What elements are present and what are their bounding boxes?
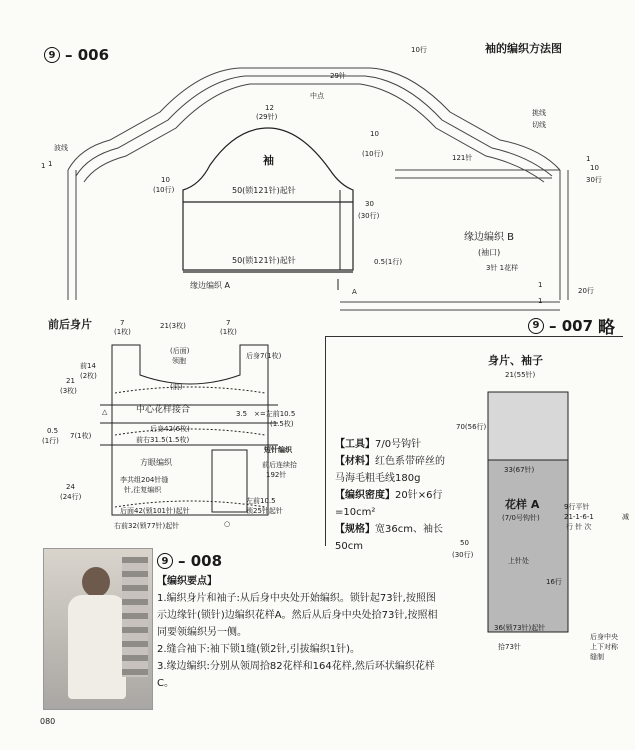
decrease-mark: 减 xyxy=(622,513,629,521)
material-value: 红色系带碎丝的马海毛粗毛线180g xyxy=(335,456,445,484)
density-label: 【编织密度】 xyxy=(335,490,395,501)
model-photo xyxy=(43,548,153,710)
h24: 24 xyxy=(66,483,75,491)
spec-block xyxy=(335,436,453,555)
tool-value: 7/0号钩针 xyxy=(375,439,422,450)
height-21-units: (3枚) xyxy=(60,387,77,395)
h24-rows: (24行) xyxy=(60,493,82,501)
front-right-315: 前右31.5(1.5枚) xyxy=(136,436,190,444)
rows-10-right: 10 xyxy=(590,164,599,172)
section-008-title xyxy=(157,552,222,570)
one-label: 1 xyxy=(41,162,46,170)
row-1-label: 1 xyxy=(48,160,53,168)
w7-right-units: (1枚) xyxy=(220,328,237,336)
height-50-rows: (30行) xyxy=(452,551,474,559)
cast-on-top: 50(锁121针)起针 xyxy=(232,186,296,195)
body-sleeve-title: 身片、袖子 xyxy=(488,354,543,367)
arrow-a-label: A xyxy=(352,288,357,296)
h05: 0.5 xyxy=(47,427,59,435)
width-12-label: 12 xyxy=(265,104,274,112)
pickup-73: 拾73针 xyxy=(498,643,521,651)
front-14: 前14 xyxy=(80,362,96,370)
decrease-units: 行 针 次 xyxy=(566,523,592,531)
h7: 7(1枚) xyxy=(70,432,92,440)
row-1-right: 1 xyxy=(586,155,591,163)
stitches-33-label: 33(67针) xyxy=(504,466,535,474)
h35: 3.5 xyxy=(236,410,248,418)
triangle-mark: △ xyxy=(102,408,108,416)
back-7: 后身7(1枚) xyxy=(246,352,282,360)
tool-label: 【工具】 xyxy=(335,439,375,450)
section-circle-badge: 9 xyxy=(157,553,173,569)
size-value: 宽36cm、袖长50cm xyxy=(335,524,443,552)
rows-16: 16行 xyxy=(546,578,562,586)
left-105-c: 左前10.5 xyxy=(246,497,276,505)
pattern-a-label: 花样 A xyxy=(505,498,540,511)
square-mesh: 方眼编织 xyxy=(140,458,172,467)
key-cut: 切线 xyxy=(532,121,546,129)
height-21: 21 xyxy=(66,377,75,385)
front-14-units: (2枚) xyxy=(80,372,97,380)
notes-title: 【编织要点】 xyxy=(157,576,217,587)
rows-10-label: 10行 xyxy=(411,46,427,54)
size-label: 【规格】 xyxy=(335,524,375,535)
dim-10-rows-label: (10行) xyxy=(362,150,384,158)
hook-label: (7/0号钩针) xyxy=(502,514,540,522)
note-2: 2.缝合袖下:袖下锁1缝(锁2针,引拔编织1针)。 xyxy=(157,644,360,655)
divider-vertical xyxy=(325,336,326,546)
left-105-d: 锁25针起针 xyxy=(246,507,283,515)
abbreviated-mark: 略 xyxy=(598,318,616,338)
w7-left: 7 xyxy=(120,319,125,327)
stitches-121: 121针 xyxy=(452,154,473,162)
w21-label: 21(3枚) xyxy=(160,322,186,330)
pickup-2: 针,往复编织 xyxy=(124,486,162,494)
key-attach: 挑线 xyxy=(532,109,546,117)
section-code: – 007 xyxy=(549,316,594,335)
bookshelf xyxy=(122,557,148,677)
material-label: 【材料】 xyxy=(335,456,375,467)
dim-30-rows-label: (30行) xyxy=(358,212,380,220)
section-code: – 008 xyxy=(178,552,223,570)
rows-20: 20行 xyxy=(578,287,594,295)
left-105-units: (1.5枚) xyxy=(270,420,294,428)
section-code: – 006 xyxy=(65,46,110,64)
width-29-label: (29针) xyxy=(256,113,278,121)
rows-30-right: 30行 xyxy=(586,176,602,184)
sewing: 缝制 xyxy=(590,653,604,661)
short-stitch-2: 前后连续拾 xyxy=(262,461,297,469)
symmetric: 上下对称 xyxy=(590,643,618,651)
center-point-label: 中点 xyxy=(310,92,324,100)
w7-left-units: (1枚) xyxy=(114,328,131,336)
side-rows: 9行平针 xyxy=(564,503,590,511)
sleeve-chart-svg xyxy=(40,40,625,315)
knitting-notes xyxy=(157,573,442,692)
body-title: 前后身片 xyxy=(48,318,92,331)
neck-back: (后面) xyxy=(170,347,190,355)
row-1-c: 1 xyxy=(538,297,543,305)
page-number: 080 xyxy=(40,717,56,726)
wave-line-label: 波线 xyxy=(54,144,68,152)
stitches-29-label: 29针 xyxy=(330,72,346,80)
h05-rows: (1行) xyxy=(42,437,59,445)
repeat-label: 3针 1花样 xyxy=(486,264,519,272)
diagram-title: 袖的编织方法图 xyxy=(485,42,562,55)
purl-label: 上针处 xyxy=(508,557,529,565)
dim-30-label: 30 xyxy=(365,200,374,208)
edging-b-label: 缘边编织 B xyxy=(464,232,515,243)
left-105: ×=左前10.5 xyxy=(254,410,296,418)
neck-label: 领胞 xyxy=(172,357,186,365)
right-32-cast: 右前32(锁77针)起针 xyxy=(114,522,180,530)
w7-right: 7 xyxy=(226,319,231,327)
sleeve-shape xyxy=(183,128,353,272)
height-70-label: 70(56行) xyxy=(456,423,487,431)
sleeve-label: 袖 xyxy=(263,154,274,167)
note-3: 3.缘边编织:分别从领周拾82花样和164花样,然后环状编织花样C。 xyxy=(157,661,435,689)
section-007-title xyxy=(528,313,615,338)
back-center: 后身中央 xyxy=(590,633,618,641)
dim-10-label: 10 xyxy=(370,130,379,138)
section-circle-badge: 9 xyxy=(528,318,544,334)
dim-10-left: 10 xyxy=(161,176,170,184)
cast-on-36: 36(锁73针)起针 xyxy=(494,624,546,632)
cuff-label: (袖口) xyxy=(478,248,501,257)
row-1-b: 1 xyxy=(538,281,543,289)
note-1: 1.编织身片和袖子:从后身中央处开始编织。锁针起73针,按照图示边缘针(锁针)边编织花样A。然后从后身中央处拾73针,按照相同要领编织另一侧。 xyxy=(157,593,438,638)
half-row-label: 0.5(1行) xyxy=(374,258,403,266)
pickup-1: 李共组204针缝 xyxy=(120,476,169,484)
width-21-label: 21(55针) xyxy=(505,371,536,379)
dim-10-left-rows: (10行) xyxy=(153,186,175,194)
density-value: 20针×6行=10cm² xyxy=(335,490,443,518)
edging-a-label: 缘边编织 A xyxy=(190,281,231,290)
section-circle-badge: 9 xyxy=(44,47,60,63)
short-stitch: 短针编织 xyxy=(264,446,292,454)
decrease-formula: 21-1-6-1 xyxy=(564,513,594,521)
model-body xyxy=(68,595,126,699)
model-head xyxy=(82,567,110,597)
circle-mark: ○ xyxy=(224,520,231,528)
back-42-cast: 后面42(锁101针)起针 xyxy=(120,507,190,515)
front-label: (前) xyxy=(170,383,183,391)
crochet-arch xyxy=(68,68,568,310)
cast-on-bottom: 50(锁121针)起针 xyxy=(232,256,296,265)
short-stitch-3: 192针 xyxy=(266,471,287,479)
back-42: 后身42(6枚) xyxy=(150,425,190,433)
center-join-label: 中心花样接合 xyxy=(136,405,191,415)
height-50: 50 xyxy=(460,539,469,547)
